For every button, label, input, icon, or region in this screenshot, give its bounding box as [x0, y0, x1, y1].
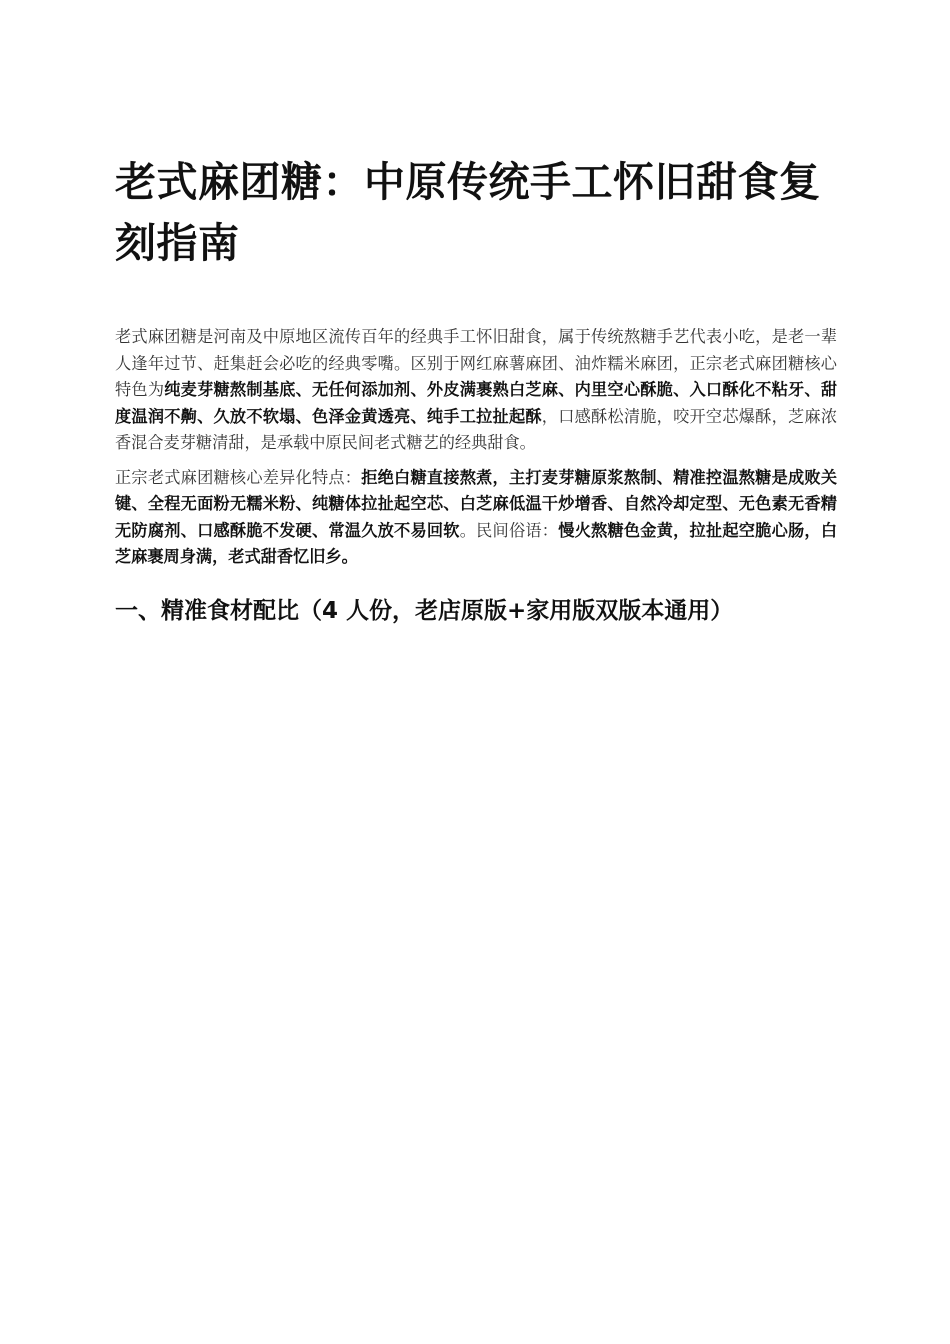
intro-text-2: ，口感酥松清脆，咬开空芯爆酥，芝麻浓香混合麦芽糖清甜，是承载中原民间老式糖艺的经典甜食。 [115, 406, 838, 452]
intro-paragraph [115, 324, 837, 457]
features-text-2: 。民间俗语： [459, 520, 559, 540]
section-heading-ingredients: 一、精准食材配比（4 人份，老店原版+家用版双版本通用） [115, 597, 734, 624]
features-bold-text-2: 慢火熬糖色金黄，拉扯起空脆心肠，白芝麻裹周身满，老式甜香忆旧乡。 [115, 520, 838, 566]
features-bold-text-1: 拒绝白糖直接熬煮，主打麦芽糖原浆熬制、精准控温熬糖是成败关键、全程无面粉无糯米粉、纯糖体拉扯起空芯、白芝麻低温干炒增香、自然冷却定型、无色素无香精无防腐剂、口感酥脆不发硬、常温久放不易回软 [115, 467, 838, 540]
intro-bold-text: 纯麦芽糖熬制基底、无任何添加剂、外皮满裹熟白芝麻、内里空心酥脆、入口酥化不粘牙、甜度温润不齁、久放不软塌、色泽金黄透亮、纯手工拉扯起酥 [115, 380, 838, 426]
document-page [115, 152, 837, 628]
document-title: 老式麻团糖：中原传统手工怀旧甜食复刻指南 [115, 158, 821, 267]
features-text-1: 正宗老式麻团糖核心差异化特点： [115, 467, 362, 487]
features-paragraph [115, 465, 837, 571]
intro-text-1: 老式麻团糖是河南及中原地区流传百年的经典手工怀旧甜食，属于传统熬糖手艺代表小吃，是老一辈人逢年过节、赶集赶会必吃的经典零嘴。区别于网红麻薯麻团、油炸糯米麻团，正宗老式麻团糖核心特色为 [115, 327, 837, 399]
